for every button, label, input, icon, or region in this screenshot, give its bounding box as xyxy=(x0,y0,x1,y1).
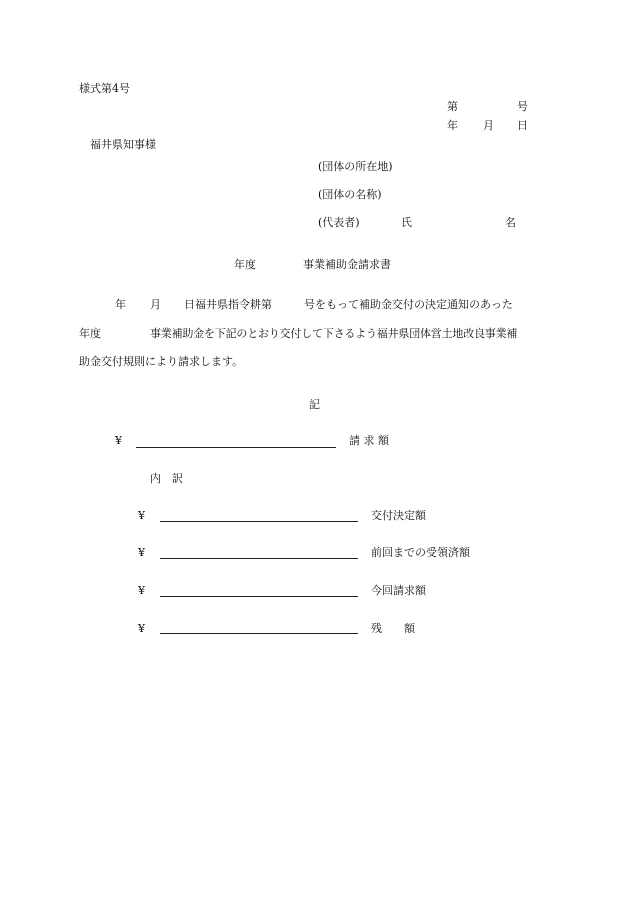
claim-amount-line xyxy=(136,447,336,448)
title-nendo: 年度 xyxy=(234,258,256,271)
body-line2-nendo: 年度 xyxy=(79,327,101,340)
breakdown-yen-1: ¥ xyxy=(138,509,145,522)
body-line2-rest: 事業補助金を下記のとおり交付して下さるよう福井県団体営土地改良事業補 xyxy=(150,327,518,340)
date-month: 月 xyxy=(483,119,494,132)
breakdown-yen-3: ¥ xyxy=(138,584,145,597)
body-line1-month: 月 xyxy=(150,298,161,311)
breakdown-line-3 xyxy=(160,596,358,597)
body-line1-day-ref: 日福井県指令耕第 xyxy=(184,298,272,311)
breakdown-line-2 xyxy=(160,558,358,559)
body-line3: 助金交付規則により請求します。 xyxy=(79,355,244,368)
applicant-address-label: (団体の所在地) xyxy=(318,160,393,173)
claim-yen: ¥ xyxy=(115,434,122,447)
body-line1-rest: 号をもって補助金交付の決定通知のあった xyxy=(304,298,513,311)
ki-heading: 記 xyxy=(309,398,320,411)
form-number: 様式第4号 xyxy=(79,82,130,95)
breakdown-line-4 xyxy=(160,633,358,634)
applicant-mei: 名 xyxy=(505,216,516,229)
breakdown-label-4: 残 額 xyxy=(371,622,415,635)
applicant-rep-label: (代表者) xyxy=(318,216,360,229)
date-day: 日 xyxy=(517,119,528,132)
applicant-shi: 氏 xyxy=(401,216,412,229)
breakdown-line-1 xyxy=(160,521,358,522)
breakdown-yen-4: ¥ xyxy=(138,622,145,635)
breakdown-label-3: 今回請求額 xyxy=(371,584,426,597)
title-text: 事業補助金請求書 xyxy=(303,258,391,271)
breakdown-label: 内 訳 xyxy=(150,472,183,485)
breakdown-label-1: 交付決定額 xyxy=(371,509,426,522)
doc-number-go: 号 xyxy=(517,100,528,113)
breakdown-label-2: 前回までの受領済額 xyxy=(371,546,470,559)
breakdown-yen-2: ¥ xyxy=(138,546,145,559)
claim-label: 請 求 額 xyxy=(349,434,389,447)
addressee: 福井県知事様 xyxy=(90,138,156,151)
applicant-name-label: (団体の名称) xyxy=(318,188,382,201)
doc-number-dai: 第 xyxy=(447,100,458,113)
body-line1-year: 年 xyxy=(115,298,126,311)
date-year: 年 xyxy=(447,119,458,132)
